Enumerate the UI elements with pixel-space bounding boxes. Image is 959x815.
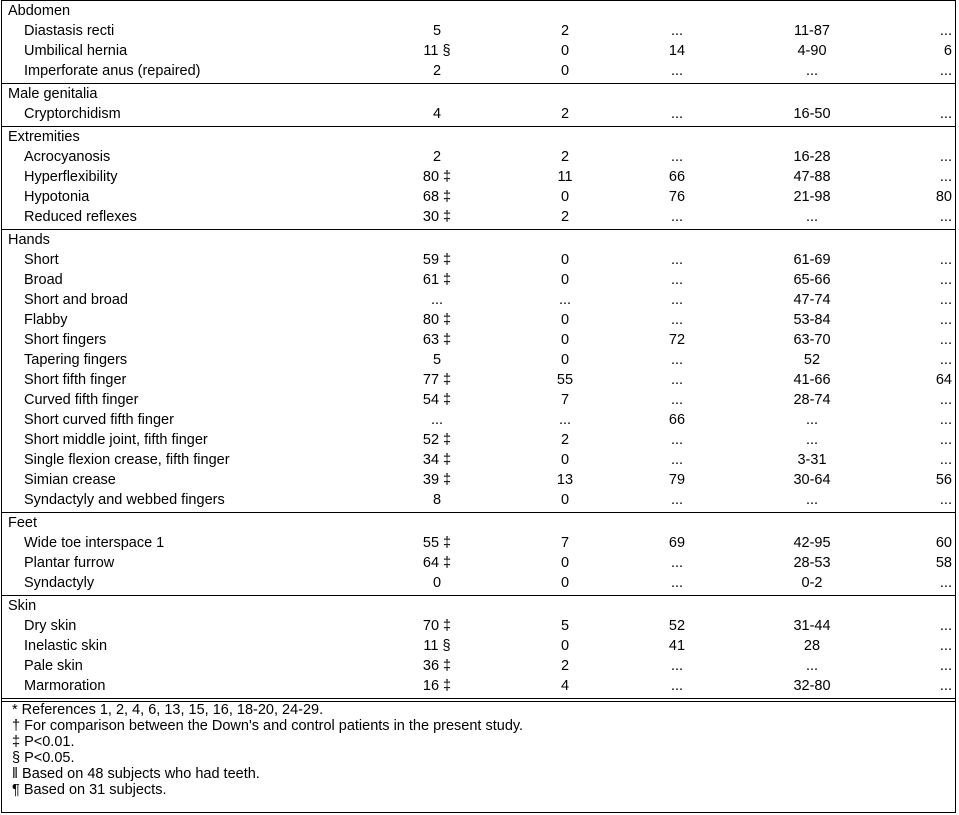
table-row — [2, 533, 955, 553]
cell-c2: 2 — [560, 23, 570, 39]
section-heading — [2, 230, 955, 250]
section-heading-label: Abdomen — [8, 3, 71, 19]
row-label: Inelastic skin — [24, 638, 108, 654]
footnote: ‡ P<0.01. — [12, 734, 75, 750]
cell-c1: 8 — [432, 492, 442, 508]
row-label: Cryptorchidism — [24, 106, 121, 122]
footnote: § P<0.05. — [12, 750, 75, 766]
cell-c1: 80 ‡ — [422, 312, 452, 328]
cell-c2: 0 — [560, 189, 570, 205]
row-label: Broad — [24, 272, 63, 288]
cell-c2: 5 — [560, 618, 570, 634]
cell-c4: 3-31 — [797, 452, 827, 468]
cell-c2: 0 — [560, 638, 570, 654]
cell-c1: 80 ‡ — [422, 169, 452, 185]
footnote: * References 1, 2, 4, 6, 13, 15, 16, 18-20, 24-29. — [12, 702, 324, 718]
cell-c3: 66 — [668, 412, 686, 428]
table-row — [2, 656, 955, 676]
cell-c4: 16-28 — [793, 149, 831, 165]
cell-c3: ... — [670, 392, 684, 408]
cell-c4: ... — [805, 209, 819, 225]
cell-c2: 7 — [560, 535, 570, 551]
cell-c1: 54 ‡ — [422, 392, 452, 408]
cell-c5: 56 — [935, 472, 952, 488]
cell-c3: ... — [670, 452, 684, 468]
table-row — [2, 147, 955, 167]
table-row — [2, 573, 955, 593]
cell-c1: 5 — [432, 23, 442, 39]
section-heading — [2, 596, 955, 616]
cell-c5: ... — [939, 638, 952, 654]
section-heading-label: Feet — [8, 515, 38, 531]
cell-c1: 64 ‡ — [422, 555, 452, 571]
row-label: Short fifth finger — [24, 372, 127, 388]
table-row — [2, 410, 955, 430]
row-label: Single flexion crease, fifth finger — [24, 452, 230, 468]
cell-c2: 2 — [560, 658, 570, 674]
table-row — [2, 430, 955, 450]
table-row — [2, 330, 955, 350]
cell-c4: ... — [805, 63, 819, 79]
cell-c5: ... — [939, 63, 952, 79]
row-label: Syndactyly — [24, 575, 95, 591]
cell-c4: 53-84 — [793, 312, 831, 328]
table-row — [2, 21, 955, 41]
cell-c4: 42-95 — [793, 535, 831, 551]
section-heading — [2, 1, 955, 21]
cell-c5: 58 — [935, 555, 952, 571]
cell-c5: ... — [939, 149, 952, 165]
cell-c2: 7 — [560, 392, 570, 408]
cell-c1: 36 ‡ — [422, 658, 452, 674]
cell-c1: 55 ‡ — [422, 535, 452, 551]
table-row — [2, 290, 955, 310]
cell-c4: ... — [805, 432, 819, 448]
cell-c2: ... — [558, 412, 572, 428]
cell-c2: 11 — [557, 169, 573, 185]
cell-c1: 4 — [432, 106, 442, 122]
cell-c4: 16-50 — [793, 106, 831, 122]
row-label: Short curved fifth finger — [24, 412, 174, 428]
cell-c2: 2 — [560, 432, 570, 448]
row-label: Imperforate anus (repaired) — [24, 63, 201, 79]
cell-c4: 47-74 — [793, 292, 831, 308]
cell-c3: 72 — [668, 332, 686, 348]
cell-c4: 52 — [803, 352, 821, 368]
cell-c5: ... — [939, 618, 952, 634]
cell-c2: 0 — [560, 492, 570, 508]
row-label: Short — [24, 252, 59, 268]
table-bottom-rule — [2, 698, 955, 699]
cell-c5: ... — [939, 312, 952, 328]
cell-c3: 41 — [668, 638, 686, 654]
cell-c5: 64 — [935, 372, 952, 388]
cell-c3: ... — [670, 149, 684, 165]
cell-c3: ... — [670, 23, 684, 39]
cell-c3: ... — [670, 432, 684, 448]
cell-c2: 0 — [560, 575, 570, 591]
cell-c2: 0 — [560, 252, 570, 268]
cell-c1: ... — [430, 412, 444, 428]
table-row — [2, 350, 955, 370]
table-row — [2, 104, 955, 124]
cell-c3: ... — [670, 575, 684, 591]
cell-c2: 0 — [560, 352, 570, 368]
row-label: Curved fifth finger — [24, 392, 139, 408]
cell-c2: 0 — [560, 43, 570, 59]
cell-c5: ... — [939, 209, 952, 225]
cell-c3: 66 — [668, 169, 686, 185]
cell-c5: ... — [939, 452, 952, 468]
section-heading-label: Hands — [8, 232, 50, 248]
cell-c5: ... — [939, 352, 952, 368]
cell-c3: ... — [670, 63, 684, 79]
cell-c5: 60 — [935, 535, 952, 551]
cell-c3: ... — [670, 312, 684, 328]
cell-c2: 0 — [560, 63, 570, 79]
cell-c3: ... — [670, 372, 684, 388]
row-label: Tapering fingers — [24, 352, 128, 368]
cell-c3: 76 — [668, 189, 686, 205]
cell-c1: 34 ‡ — [422, 452, 452, 468]
row-label: Simian crease — [24, 472, 116, 488]
cell-c2: 4 — [560, 678, 570, 694]
row-label: Hyperflexibility — [24, 169, 118, 185]
row-label: Wide toe interspace 1 — [24, 535, 165, 551]
cell-c2: 0 — [560, 452, 570, 468]
table-row — [2, 616, 955, 636]
cell-c1: 11 § — [423, 43, 451, 59]
cell-c3: 69 — [668, 535, 686, 551]
cell-c2: ... — [558, 292, 572, 308]
cell-c5: ... — [939, 332, 952, 348]
row-label: Acrocyanosis — [24, 149, 111, 165]
cell-c2: 55 — [556, 372, 574, 388]
row-label: Umbilical hernia — [24, 43, 128, 59]
cell-c1: 52 ‡ — [422, 432, 452, 448]
table-row — [2, 270, 955, 290]
section-heading — [2, 513, 955, 533]
cell-c4: 47-88 — [793, 169, 831, 185]
cell-c1: 5 — [432, 352, 442, 368]
cell-c3: ... — [670, 209, 684, 225]
footnote: ‖ Based on 48 subjects who had teeth. — [12, 766, 260, 782]
table-row — [2, 390, 955, 410]
cell-c2: 0 — [560, 332, 570, 348]
cell-c1: 11 § — [423, 638, 451, 654]
row-label: Diastasis recti — [24, 23, 115, 39]
cell-c5: ... — [939, 252, 952, 268]
cell-c4: ... — [805, 658, 819, 674]
cell-c5: ... — [939, 658, 952, 674]
table-row — [2, 250, 955, 270]
row-label: Hypotonia — [24, 189, 90, 205]
cell-c4: 28-74 — [793, 392, 831, 408]
table-row — [2, 187, 955, 207]
cell-c2: 2 — [560, 106, 570, 122]
table-frame — [1, 0, 956, 813]
cell-c4: 4-90 — [797, 43, 827, 59]
cell-c4: 63-70 — [793, 332, 831, 348]
cell-c1: 77 ‡ — [422, 372, 452, 388]
footnote: † For comparison between the Down's and control patients in the present study. — [12, 718, 524, 734]
row-label: Dry skin — [24, 618, 77, 634]
cell-c2: 0 — [560, 555, 570, 571]
cell-c3: ... — [670, 352, 684, 368]
cell-c1: 2 — [432, 149, 442, 165]
table-row — [2, 470, 955, 490]
cell-c2: 2 — [560, 209, 570, 225]
cell-c1: 2 — [432, 63, 442, 79]
cell-c5: ... — [939, 432, 952, 448]
section-heading — [2, 127, 955, 147]
cell-c3: ... — [670, 492, 684, 508]
row-label: Plantar furrow — [24, 555, 115, 571]
cell-c3: ... — [670, 658, 684, 674]
table-row — [2, 41, 955, 61]
row-label: Short and broad — [24, 292, 128, 308]
cell-c4: 28-53 — [793, 555, 831, 571]
cell-c4: 0-2 — [801, 575, 823, 591]
cell-c4: ... — [805, 412, 819, 428]
footnote: ¶ Based on 31 subjects. — [12, 782, 167, 798]
cell-c2: 0 — [560, 272, 570, 288]
cell-c2: 2 — [560, 149, 570, 165]
section-heading — [2, 84, 955, 104]
table-row — [2, 310, 955, 330]
cell-c2: 0 — [560, 312, 570, 328]
cell-c1: 16 ‡ — [422, 678, 452, 694]
cell-c5: ... — [939, 272, 952, 288]
table-row — [2, 450, 955, 470]
cell-c4: 41-66 — [793, 372, 831, 388]
cell-c4: 65-66 — [793, 272, 831, 288]
row-label: Reduced reflexes — [24, 209, 137, 225]
cell-c1: 59 ‡ — [422, 252, 452, 268]
cell-c3: ... — [670, 106, 684, 122]
table-row — [2, 370, 955, 390]
cell-c3: 52 — [668, 618, 686, 634]
cell-c3: 14 — [668, 43, 686, 59]
table-row — [2, 207, 955, 227]
cell-c5: ... — [939, 678, 952, 694]
cell-c1: 61 ‡ — [422, 272, 452, 288]
cell-c4: 11-87 — [793, 23, 830, 39]
cell-c3: ... — [670, 252, 684, 268]
cell-c5: ... — [939, 392, 952, 408]
table-row — [2, 167, 955, 187]
section-heading-label: Male genitalia — [8, 86, 98, 102]
table-row — [2, 636, 955, 656]
cell-c5: 6 — [943, 43, 952, 59]
table-row — [2, 490, 955, 510]
cell-c3: 79 — [668, 472, 686, 488]
cell-c4: 61-69 — [793, 252, 831, 268]
cell-c5: ... — [939, 412, 952, 428]
cell-c3: ... — [670, 292, 684, 308]
cell-c5: ... — [939, 106, 952, 122]
cell-c1: 0 — [432, 575, 442, 591]
cell-c5: ... — [939, 575, 952, 591]
row-label: Short fingers — [24, 332, 107, 348]
cell-c1: 63 ‡ — [422, 332, 452, 348]
cell-c5: ... — [939, 492, 952, 508]
row-label: Pale skin — [24, 658, 83, 674]
cell-c5: ... — [939, 292, 952, 308]
row-label: Marmoration — [24, 678, 106, 694]
cell-c3: ... — [670, 555, 684, 571]
table-row — [2, 553, 955, 573]
cell-c4: 32-80 — [793, 678, 831, 694]
cell-c3: ... — [670, 272, 684, 288]
cell-c1: 39 ‡ — [422, 472, 452, 488]
row-label: Short middle joint, fifth finger — [24, 432, 208, 448]
section-heading-label: Skin — [8, 598, 37, 614]
cell-c1: 70 ‡ — [422, 618, 452, 634]
table-row — [2, 676, 955, 696]
cell-c5: 80 — [935, 189, 952, 205]
table-row — [2, 61, 955, 81]
section-heading-label: Extremities — [8, 129, 80, 145]
cell-c4: 31-44 — [793, 618, 831, 634]
cell-c5: ... — [939, 169, 952, 185]
cell-c4: 30-64 — [793, 472, 831, 488]
cell-c1: ... — [430, 292, 444, 308]
cell-c4: ... — [805, 492, 819, 508]
row-label: Flabby — [24, 312, 68, 328]
cell-c3: ... — [670, 678, 684, 694]
cell-c1: 68 ‡ — [422, 189, 452, 205]
cell-c5: ... — [939, 23, 952, 39]
row-label: Syndactyly and webbed fingers — [24, 492, 225, 508]
cell-c1: 30 ‡ — [422, 209, 452, 225]
cell-c4: 28 — [803, 638, 821, 654]
cell-c2: 13 — [556, 472, 574, 488]
cell-c4: 21-98 — [793, 189, 831, 205]
